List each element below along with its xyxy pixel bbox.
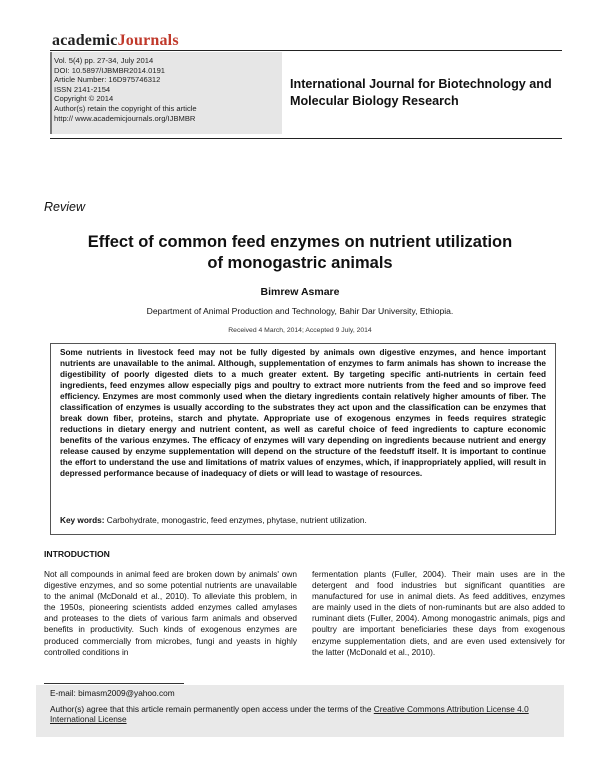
title-line2: of monogastric animals bbox=[207, 254, 393, 272]
abstract-text: Some nutrients in livestock feed may not be fully digested by animals own digestive enzymes, and hence important nutrients are unavailable to the animal. Although, supplementation of enzymes to farm animals has shown to increase the digestibility of poorly digested diets to a much greater extent. By targeting specific anti-nutrients in certain feed ingredients, feed enzymes allow especially pigs and poultry to extract more nutrients from the feed and so improve feed efficiency. Enzymes are most commonly used when the dietary ingredients contain relatively higher amounts of fiber. The classification of enzymes is usually according to the substrates they act upon and the classification can be enzymes that break down fiber, proteins, starch and phytate. Appropriate use of exogenous enzymes in feeds requires strategic reductions in dietary energy and nutrient content, as well as careful choice of feed ingredients to capture economic benefits of the various enzymes. The efficacy of enzymes will vary depending on ingredients because nutrient and energy release caused by enzyme supplementation will depend on the structure of the feedstuff itself. It is important to continue the effort to understand the use and limitations of matrix values of enzymes, which, if inappropriately applied, will result in depressed performance because of inadequacy of diets or will lead to wastage of resources. bbox=[60, 348, 546, 478]
received-dates: Received 4 March, 2014; Accepted 9 July, 2014 bbox=[228, 327, 372, 334]
meta-volume: Vol. 5(4) pp. 27-34, July 2014 bbox=[54, 56, 154, 65]
license-link[interactable]: Creative Commons Attribution License 4.0 International License bbox=[50, 704, 529, 725]
introduction-heading: INTRODUCTION bbox=[44, 549, 110, 559]
keywords bbox=[60, 516, 546, 525]
keywords-label: Key words: bbox=[60, 516, 105, 525]
meta-doi: DOI: 10.5897/IJBMBR2014.0191 bbox=[54, 65, 166, 75]
meta-rights: Author(s) retain the copyright of this article bbox=[54, 103, 197, 113]
intro-column-left: Not all compounds in animal feed are broken down by animals' own digestive enzymes, and so some potential nutrients are unavailable to the animal (McDonald et al., 2010). To alleviate this problem, in the 1950s, pioneering scientists added enzymes called amylases and proteases to the diets of various farm animals and observed benefits in productivity. Such kinds of exogenous enzymes are produced commercially from microbes, fungi and yeasts in highly controlled conditions in bbox=[44, 569, 297, 657]
section-label: Review bbox=[44, 200, 85, 214]
meta-article-number: Article Number: 16D975746312 bbox=[54, 75, 161, 85]
author-affiliation: Department of Animal Production and Technology, Bahir Dar University, Ethiopia. bbox=[146, 306, 454, 316]
logo-academic: academic bbox=[52, 32, 118, 49]
author-name: Bimrew Asmare bbox=[260, 286, 340, 298]
article-title bbox=[30, 232, 570, 274]
article-meta bbox=[54, 56, 197, 123]
keywords-list: Carbohydrate, monogastric, feed enzymes, phytase, nutrient utilization. bbox=[106, 516, 367, 525]
intro-column-right: fermentation plants (Fuller, 2004). Their main uses are in the detergent and food industries but significant quantities are manufactured for use in animal diets. As feed additives, enzymes are mainly used in the diets of non-ruminants but are also added to ruminant diets (Fuller, 2004). Among monogastric animals, pigs and poultry are important beneficiaries these days from exogenous enzyme supplementation diets, and are even used extensively for the latter (McDonald et al., 2010). bbox=[312, 569, 565, 657]
journal-name bbox=[290, 76, 570, 110]
title-line1: Effect of common feed enzymes on nutrient utilization bbox=[87, 233, 513, 251]
license-note bbox=[50, 704, 550, 725]
header-bottom-rule bbox=[50, 138, 562, 139]
license-text: Author(s) agree that this article remain permanently open access under the terms of the bbox=[50, 704, 374, 714]
author-email: E-mail: bimasm2009@yahoo.com bbox=[50, 688, 175, 698]
footnote-rule bbox=[44, 683, 184, 684]
meta-copyright: Copyright © 2014 bbox=[54, 94, 114, 104]
meta-url[interactable]: http:// www.academicjournals.org/IJBMBR bbox=[54, 113, 196, 123]
journal-name-line2: Molecular Biology Research bbox=[290, 94, 459, 108]
logo-journals: Journals bbox=[117, 32, 179, 49]
publisher-logo bbox=[52, 32, 179, 50]
journal-name-line1: International Journal for Biotechnology and bbox=[290, 77, 552, 91]
header-rule bbox=[50, 50, 562, 51]
meta-issn: ISSN 2141-2154 bbox=[54, 84, 111, 94]
